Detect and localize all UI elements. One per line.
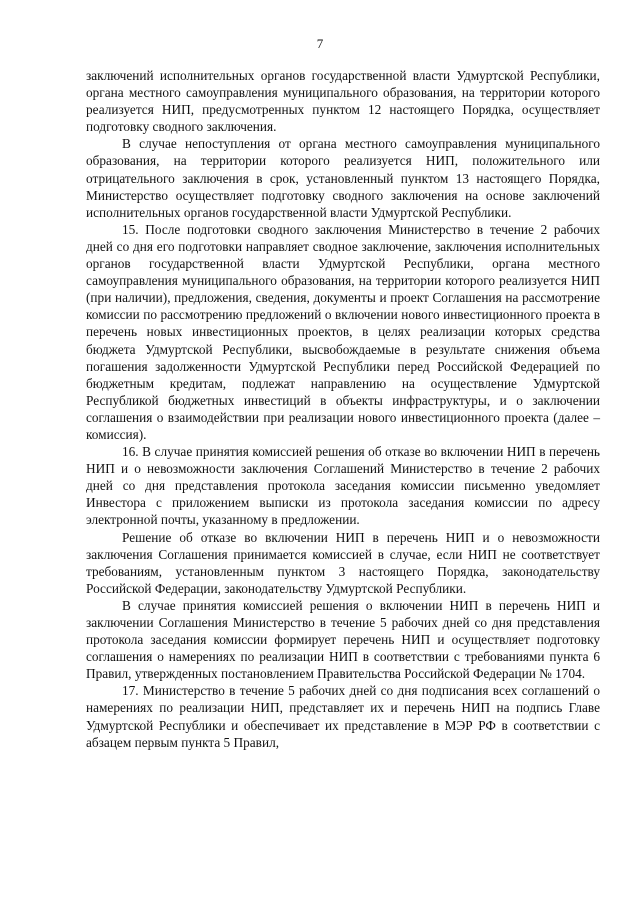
paragraph-refusal-decision: Решение об отказе во включении НИП в перечень НИП и о невозможности заключения Соглашения принимается комиссией в случае, если НИП не соответствует требованиям, установленным пунктом 3 настоящего Порядка, законодательству Российской Федерации, законодательству Удмуртской Республики. [86, 529, 600, 596]
paragraph-continuation: заключений исполнительных органов государственной власти Удмуртской Республики, органа местного самоуправления муниципального образования, на территории которого реализуется НИП, предусмотренных пунктом 12 настоящего Порядка, осуществляет подготовку сводного заключения. [86, 68, 600, 135]
paragraph-item-15: 15. После подготовки сводного заключения Министерство в течение 2 рабочих дней со дня его подготовки направляет сводное заключение, заключения исполнительных органов государственной власти Удмуртской Республики, органа местного самоуправления муниципального образования, на территории которого реализуется НИП (при наличии), предложения, сведения, документы и проект Соглашения на рассмотрение комиссии по рассмотрению предложений о включении нового инвестиционного проекта в перечень новых инвестиционных проектов, в целях реализации которых средства бюджета Удмуртской Республики, высвобождаемые в результате снижения объема погашения задолженности Удмуртской Республики перед Российской Федерацией по бюджетным кредитам, подлежат направлению на осуществление Удмуртской Республикой бюджетных инвестиций в объекты инфраструктуры, и о заключении соглашения о взаимодействии при реализации нового инвестиционного проекта (далее – комиссия). [86, 221, 600, 442]
paragraph-nonreceipt: В случае непоступления от органа местного самоуправления муниципального образования, на территории которого реализуется НИП, положительного или отрицательного заключения в срок, установленный пунктом 13 настоящего Порядка, Министерство осуществляет подготовку сводного заключения на основе заключений исполнительных органов государственной власти Удмуртской Республики. [86, 136, 600, 220]
paragraph-inclusion-decision: В случае принятия комиссией решения о включении НИП в перечень НИП и заключении Соглашения Министерство в течение 5 рабочих дней со дня представления протокола заседания комиссии формирует перечень НИП и осуществляет подготовку соглашения о намерениях по реализации НИП в соответствии с требованиями пункта 6 Правил, утвержденных постановлением Правительства Российской Федерации № 1704. [86, 597, 600, 682]
document-body [86, 67, 600, 751]
paragraph-item-17: 17. Министерство в течение 5 рабочих дней со дня подписания всех соглашений о намерениях по реализации НИП, представляет их и перечень НИП на подпись Главе Удмуртской Республики и обеспечивает их представление в МЭР РФ в соответствии с абзацем первым пункта 5 Правил, [86, 683, 600, 750]
page-number: 7 [316, 36, 324, 51]
paragraph-item-16: 16. В случае принятия комиссией решения об отказе во включении НИП в перечень НИП и о невозможности заключения Соглашений Министерство в течение 2 рабочих дней со дня представления протокола заседания комиссии письменно уведомляет Инвестора с приложением выписки из протокола заседания комиссии по адресу электронной почты, указанному в предложении. [86, 444, 600, 528]
